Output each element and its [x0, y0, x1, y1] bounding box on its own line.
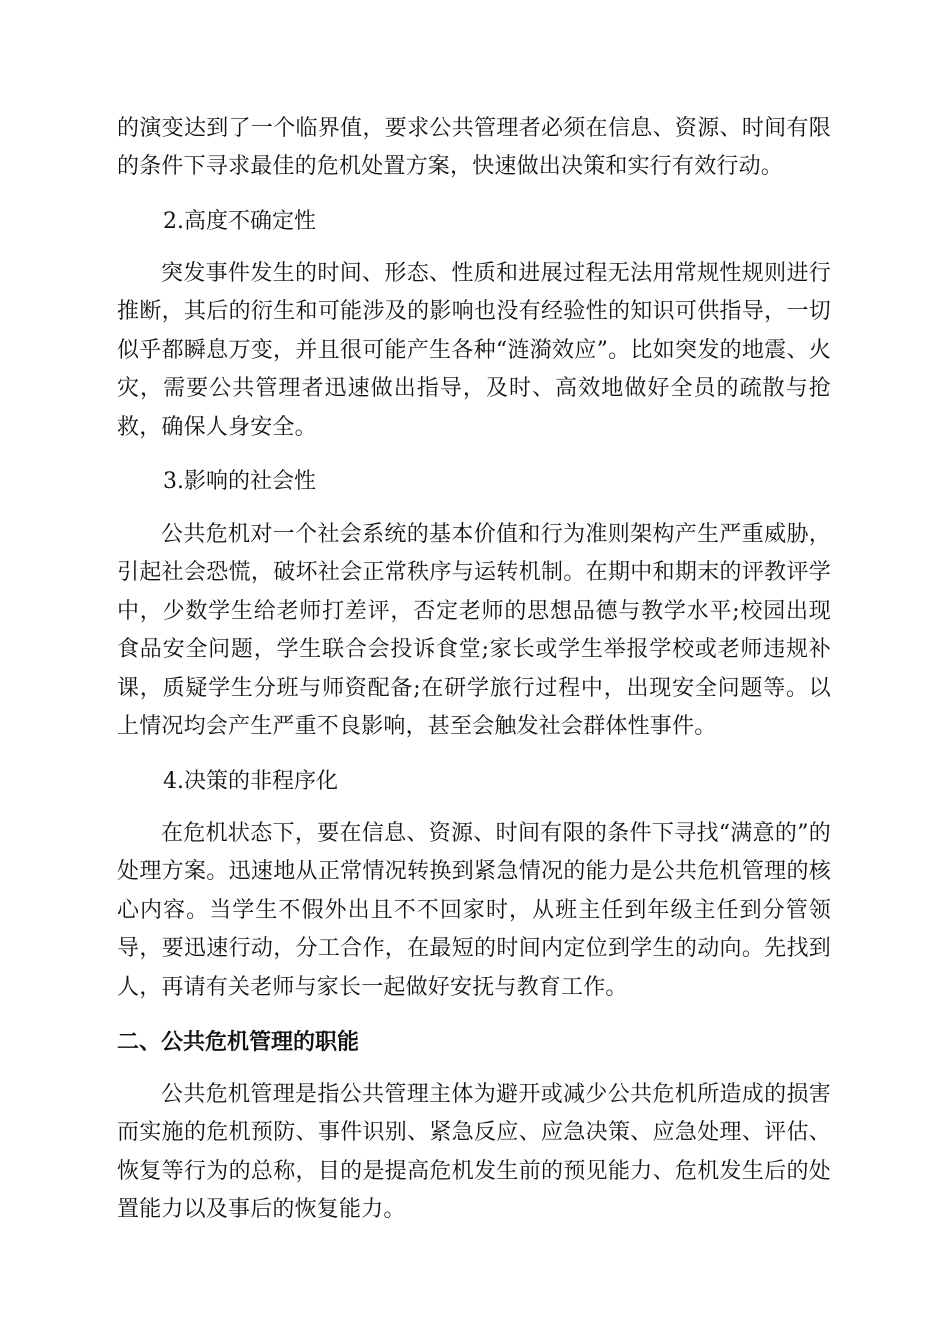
section-heading-functions: 二、公共危机管理的职能 [117, 1030, 360, 1055]
paragraph-non-programmed-decision: 在危机状态下，要在信息、资源、时间有限的条件下寻找“满意的”的处理方案。迅速地从正常情况转换到紧急情况的能力是公共危机管理的核心内容。当学生不假外出且不不回家时，从班主任到年级主任到分管领导，要迅速行动，分工合作，在最短的时间内定位到学生的动向。先找到人，再请有关老师与家长一起做好安抚与教育工作。 [117, 821, 831, 1000]
paragraph-continuation: 的演变达到了一个临界值，要求公共管理者必须在信息、资源、时间有限的条件下寻求最佳的危机处置方案，快速做出决策和实行有效行动。 [117, 116, 831, 180]
subheading-non-programmed-decision: 4.决策的非程序化 [163, 769, 338, 794]
subheading-social-impact: 3.影响的社会性 [163, 469, 316, 494]
paragraph-social-impact: 公共危机对一个社会系统的基本价值和行为准则架构产生严重威胁，引起社会恐慌，破坏社会正常秩序与运转机制。在期中和期末的评教评学中，少数学生给老师打差评，否定老师的思想品德与教学水平;校园出现食品安全问题，学生联合会投诉食堂;家长或学生举报学校或老师违规补课，质疑学生分班与师资配备;在研学旅行过程中，出现安全问题等。以上情况均会产生严重不良影响，甚至会触发社会群体性事件。 [117, 522, 831, 740]
paragraph-functions: 公共危机管理是指公共管理主体为避开或减少公共危机所造成的损害而实施的危机预防、事件识别、紧急反应、应急决策、应急处理、评估、恢复等行为的总称，目的是提高危机发生前的预见能力、危机发生后的处置能力以及事后的恢复能力。 [117, 1082, 831, 1223]
subheading-uncertainty: 2.高度不确定性 [163, 209, 316, 234]
paragraph-uncertainty: 突发事件发生的时间、形态、性质和进展过程无法用常规性规则进行推断，其后的衍生和可能涉及的影响也没有经验性的知识可供指导，一切似乎都瞬息万变，并且很可能产生各种“涟漪效应”。比如突发的地震、火灾，需要公共管理者迅速做出指导，及时、高效地做好全员的疏散与抢救，确保人身安全。 [117, 261, 831, 440]
